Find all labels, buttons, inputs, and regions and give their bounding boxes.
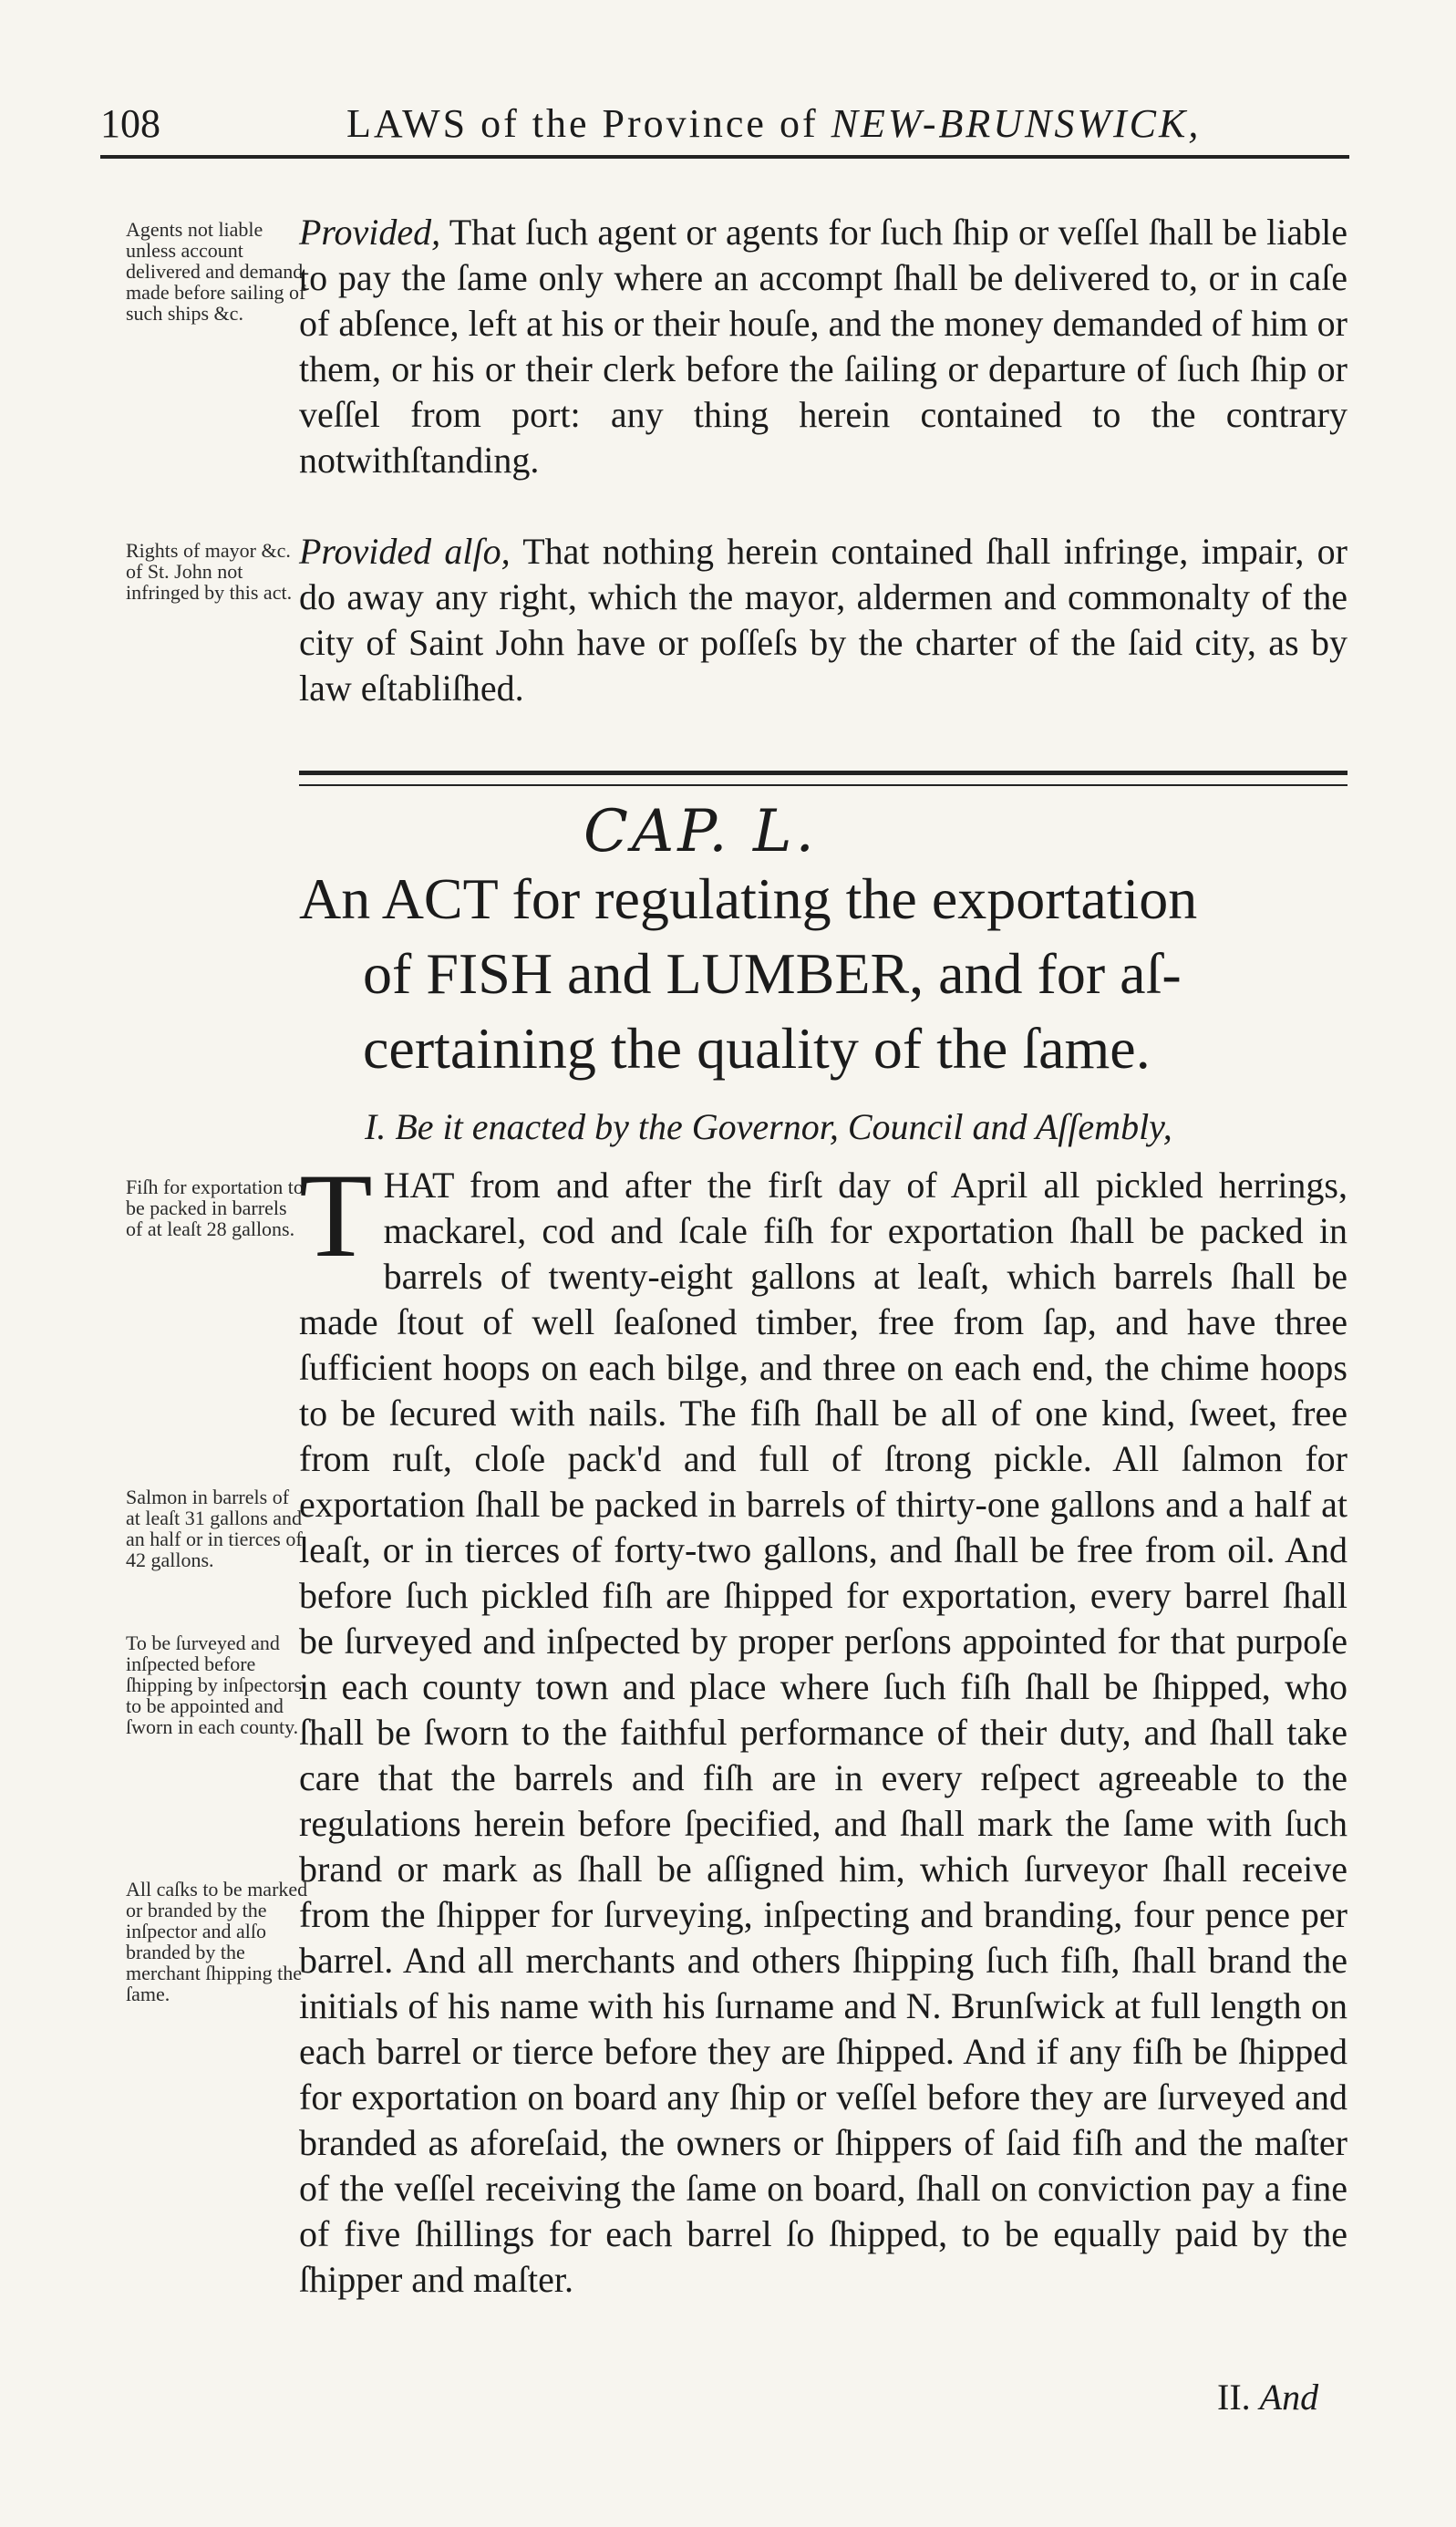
act-title-line-1: An ACT for regulating the exportation xyxy=(299,866,1198,931)
enacting-clause: I. Be it enacted by the Governor, Council and Aſſembly, xyxy=(365,1106,1172,1147)
running-head-title xyxy=(346,100,1201,147)
provided-text: That ſuch agent or agents for ſuch ſhip or veſſel ſhall be liable to pay the ſame only where an accompt ſhall be delivered to, or in caſe of abſence, left at his or their houſe, and the money demanded of him or them, or his or their clerk before the ſailing or departure of ſuch ſhip or veſſel from port: any thing herein contained to the contrary notwithſtanding. xyxy=(299,212,1348,481)
header-rule xyxy=(100,155,1349,159)
margin-note-rights: Rights of mayor &c. of St. John not infringed by this act. xyxy=(126,539,293,604)
act-title xyxy=(299,862,1348,1086)
running-head xyxy=(100,91,1349,155)
margin-note-fish: Fiſh for exportation to be packed in barrels of at leaſt 28 gallons. xyxy=(126,1175,304,1240)
margin-note-salmon: Salmon in barrels of at leaſt 31 gallons and an half or in tierces of 42 gallons. xyxy=(126,1486,303,1571)
drop-cap: T xyxy=(299,1148,373,1282)
chapter-label: CAP. L. xyxy=(583,798,818,865)
catchword-italic: And xyxy=(1259,2377,1319,2418)
section-divider xyxy=(299,771,1348,786)
act-title-line-3: certaining the quality of the ſame. xyxy=(363,1016,1151,1081)
margin-note-agents: Agents not liable unless account delivered and demand made before sailing of such ships &c. xyxy=(126,218,306,325)
provided-lead: Provided, xyxy=(299,212,441,253)
provided-also-paragraph xyxy=(299,529,1348,711)
margin-note-casks: All caſks to be marked or branded by the inſpector and alſo branded by the merchant ſhipping the ſame. xyxy=(126,1878,308,2005)
catchword xyxy=(1217,2376,1318,2418)
margin-note-surveyed: To be ſurveyed and inſpected before ſhipping by inſpectors to be appointed and ſworn in each county. xyxy=(126,1631,303,1738)
running-head-italic: NEW-BRUNSWICK, xyxy=(831,101,1202,146)
provided-also-lead: Provided alſo, xyxy=(299,531,511,572)
catchword-roman: II. xyxy=(1217,2377,1260,2418)
provided-paragraph xyxy=(299,210,1348,483)
page-number: 108 xyxy=(100,101,160,146)
act-body-text: HAT from and after the firſt day of April all pickled herrings, mackarel, cod and ſcale fiſh for exportation ſhall be packed in barrels of twenty-eight gallons at leaſt, which barrels ſhall be made ſtout of well ſeaſoned timber, free from ſap, and have three ſufficient hoops on each bilge, and three on each end, the chime hoops to be ſecured with nails. The fiſh ſhall be all of one kind, ſweet, free from ruſt, cloſe pack'd and full of ſtrong pickle. All ſalmon for exportation ſhall be packed in barrels of thirty-one gallons and a half at leaſt, or in tierces of forty-two gallons, and ſhall be free from oil. And before ſuch pickled fiſh are ſhipped for exportation, every barrel ſhall be ſurveyed and inſpected by proper perſons appointed for that purpoſe in each county town and place where ſuch fiſh ſhall be ſhipped, who ſhall be ſworn to the faithful performance of their duty, and ſhall take care that the barrels and fiſh are in every reſpect agreeable to the regulations herein before ſpecified, and ſhall mark the ſame with ſuch brand or mark as ſhall be aſſigned him, which ſurveyor ſhall receive from the ſhipper for ſurveying, inſpecting and branding, four pence per barrel. And all merchants and others ſhipping ſuch fiſh, ſhall brand the initials of his name with his ſurname and N. Brunſwick at full length on each barrel or tierce before they are ſhipped. And if any fiſh be ſhipped for exportation on board any ſhip or veſſel before they are ſurveyed and branded as aforeſaid, the owners or ſhippers of ſaid fiſh and the maſter of the veſſel receiving the ſame on board, ſhall on conviction pay a fine of five ſhillings for each barrel ſo ſhipped, to be equally paid by the ſhipper and maſter. xyxy=(299,1165,1348,2300)
act-title-line-2: of FISH and LUMBER, and for aſ- xyxy=(363,941,1182,1006)
act-body-paragraph xyxy=(299,1148,1348,2303)
provided-also-text: That nothing herein contained ſhall infringe, impair, or do away any right, which the mayor, aldermen and commonalty of the city of Saint John have or poſſeſs by the charter of the ſaid city, as by law eſtabliſhed. xyxy=(299,531,1348,709)
running-head-roman: LAWS of the Province of xyxy=(346,101,831,146)
